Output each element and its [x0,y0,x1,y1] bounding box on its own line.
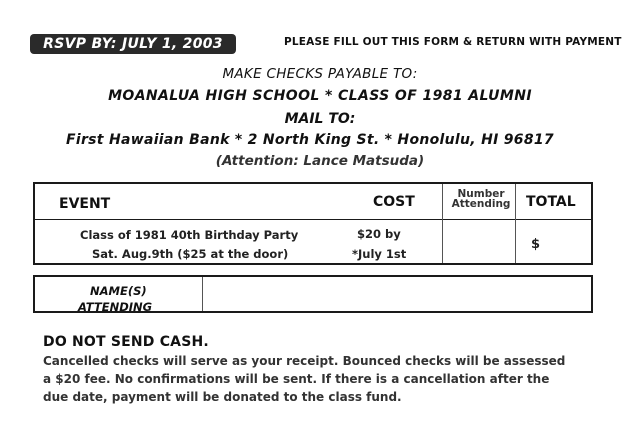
names-label: NAME(S) [90,284,147,298]
no-cash-warning: DO NOT SEND CASH. [43,334,209,350]
header-number-attending [448,189,514,209]
attention-line: (Attention: Lance Matsuda) [215,153,425,169]
cost-amount: $20 by [357,227,401,241]
notice-line: Cancelled checks will serve as your receipt. Bounced checks will be assessed [43,354,566,368]
payee-name: MOANALUA HIGH SCHOOL * CLASS OF 1981 ALUMNI [108,88,532,104]
table-header-divider [35,219,591,220]
names-field[interactable] [207,281,587,307]
names-attending-box [33,275,593,313]
number-attending-field[interactable] [445,224,513,260]
checks-payable-label: MAKE CHECKS PAYABLE TO: [222,66,418,82]
attending-label: ATTENDING [78,300,153,314]
event-name: Class of 1981 40th Birthday Party [80,228,299,242]
header-total: TOTAL [526,194,576,210]
payment-notice [43,352,603,406]
event-date: Sat. Aug.9th ($25 at the door) [92,247,289,261]
cost-column-divider [442,184,443,263]
names-divider [202,277,203,311]
header-attending-line: Attending [451,198,511,210]
notice-line: a $20 fee. No confirmations will be sent. If there is a cancellation after the [43,372,550,386]
attending-column-divider [515,184,516,263]
mail-to-label: MAIL TO: [284,111,356,127]
total-field[interactable]: $ [531,237,541,252]
rsvp-deadline-badge: RSVP BY: JULY 1, 2003 [30,34,236,54]
notice-line: due date, payment will be donated to the class fund. [43,390,402,404]
event-table [33,182,593,265]
form-instructions: PLEASE FILL OUT THIS FORM & RETURN WITH PAYMENT [284,36,622,48]
cost-deadline: *July 1st [352,247,407,261]
header-number-line: Number [457,188,505,200]
header-cost: COST [373,194,415,210]
header-event: EVENT [59,196,111,212]
mail-address: First Hawaiian Bank * 2 North King St. * Honolulu, HI 96817 [66,132,554,148]
